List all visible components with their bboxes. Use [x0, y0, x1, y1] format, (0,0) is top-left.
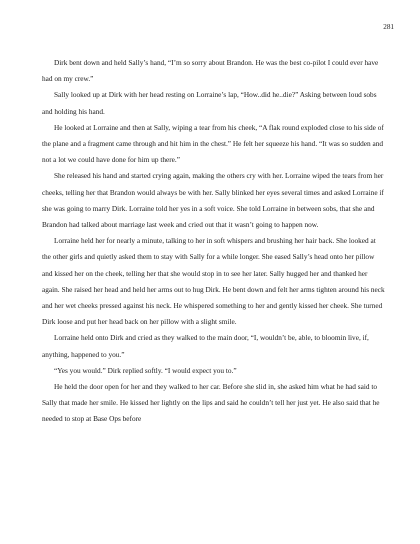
- paragraph: Sally looked up at Dirk with her head resting on Lorraine’s lap, “How..did he..die?” Asking between loud sobs and holding his hand.: [42, 90, 377, 116]
- paragraph: Lorraine held her for nearly a minute, talking to her in soft whispers and brushing her hair back. She looked at the other girls and quietly asked them to stay with Sally for a while longer. She eased Sally’s head onto her pillow and kissed her on the cheek, telling her that she would stop in to see her later. Sally hugged her and thanked her again. She raised her head and held her arms out to hug Dirk. He bent down and felt her arms tighten around his neck and her wet cheeks pressed against his neck. He whispered something to her and gently kissed her cheek. She turned Dirk loose and put her head back on her pillow with a slight smile.: [42, 236, 385, 327]
- page-number: 281: [383, 23, 394, 31]
- paragraph: She released his hand and started crying again, making the others cry with her. Lorraine wiped the tears from her cheeks, telling her that Brandon would always be with her. Sally blinked her eyes several times and asked Lorraine if she was going to marry Dirk. Lorraine told her yes in a soft voice. She told Lorraine in between sobs, that she and Brandon had talked about marriage last week and cried out that it wasn’t going to happen now.: [42, 171, 384, 230]
- paragraph: Lorraine held onto Dirk and cried as they walked to the main door, “I, wouldn’t be, able, to bloomin live, if, anything, happened to you.”: [42, 333, 369, 359]
- paragraph: Dirk bent down and held Sally’s hand, “I’m so sorry about Brandon. He was the best co-pilot I could ever have had on my crew.”: [42, 58, 379, 84]
- paragraph: He looked at Lorraine and then at Sally, wiping a tear from his cheek, “A flak round exploded close to his side of the plane and a fragment came through and hit him in the chest.” He felt her squeeze his hand. “It was so sudden and not a lot we could have done for him up there.”: [42, 122, 384, 165]
- body-text: [42, 55, 386, 428]
- paragraph: He held the door open for her and they walked to her car. Before she slid in, she asked him what he had said to Sally that made her smile. He kissed her lightly on the lips and said he couldn’t tell her just yet. He also said that he needed to stop at Base Ops before: [42, 382, 380, 424]
- paragraph: “Yes you would.” Dirk replied softly. “I would expect you to.”: [54, 365, 237, 375]
